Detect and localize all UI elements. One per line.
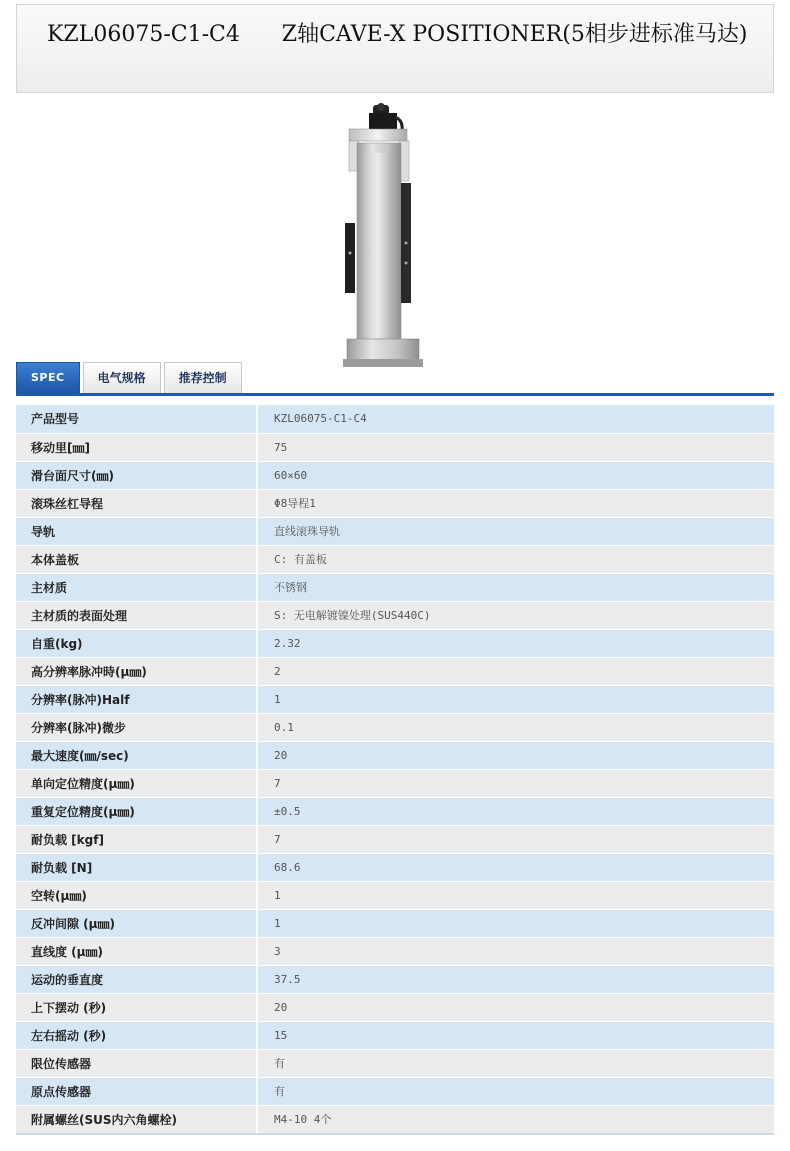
spec-value: 7 xyxy=(257,825,774,853)
tab-electrical-spec[interactable]: 电气规格 xyxy=(83,362,161,394)
spec-value: 37.5 xyxy=(257,965,774,993)
spec-label: 限位传感器 xyxy=(16,1049,257,1077)
spec-value: 68.6 xyxy=(257,853,774,881)
table-row xyxy=(16,1049,774,1077)
spec-label: 导轨 xyxy=(16,517,257,545)
table-row xyxy=(16,461,774,489)
spec-value: 0.1 xyxy=(257,713,774,741)
spec-label: 直线度 (μ㎜) xyxy=(16,937,257,965)
spec-tabs xyxy=(16,362,245,394)
spec-value: C: 有盖板 xyxy=(257,545,774,573)
spec-label: 自重(kg) xyxy=(16,629,257,657)
table-row xyxy=(16,1077,774,1105)
spec-label: 空转(μ㎜) xyxy=(16,881,257,909)
table-row xyxy=(16,965,774,993)
spec-value: 2.32 xyxy=(257,629,774,657)
table-row xyxy=(16,1021,774,1049)
spec-label: 产品型号 xyxy=(16,405,257,433)
table-row xyxy=(16,853,774,881)
spec-value: M4-10 4个 xyxy=(257,1105,774,1133)
tab-recommended-control[interactable]: 推荐控制 xyxy=(164,362,242,394)
table-row xyxy=(16,405,774,433)
table-row xyxy=(16,909,774,937)
table-row xyxy=(16,713,774,741)
spec-label: 滑台面尺寸(㎜) xyxy=(16,461,257,489)
page-title: KZL06075-C1-C4 Z轴CAVE-X POSITIONER(5相步进标准马达) xyxy=(47,22,748,47)
spec-label: 重复定位精度(μ㎜) xyxy=(16,797,257,825)
spec-value: 1 xyxy=(257,909,774,937)
spec-value: ±0.5 xyxy=(257,797,774,825)
spec-label: 运动的垂直度 xyxy=(16,965,257,993)
spec-value: 有 xyxy=(257,1049,774,1077)
spec-value: KZL06075-C1-C4 xyxy=(257,405,774,433)
spec-label: 分辨率(脉冲)微步 xyxy=(16,713,257,741)
spec-value: 20 xyxy=(257,993,774,1021)
spec-label: 耐负载 [N] xyxy=(16,853,257,881)
spec-value: S: 无电解镀镍处理(SUS440C) xyxy=(257,601,774,629)
table-bottom-border xyxy=(16,1133,774,1135)
spec-label: 滚珠丝杠导程 xyxy=(16,489,257,517)
spec-label: 主材质的表面处理 xyxy=(16,601,257,629)
spec-value: 60×60 xyxy=(257,461,774,489)
table-row xyxy=(16,741,774,769)
table-row xyxy=(16,657,774,685)
spec-value: 有 xyxy=(257,1077,774,1105)
spec-value: 15 xyxy=(257,1021,774,1049)
spec-label: 主材质 xyxy=(16,573,257,601)
spec-label: 单向定位精度(μ㎜) xyxy=(16,769,257,797)
spec-value: 3 xyxy=(257,937,774,965)
table-row xyxy=(16,601,774,629)
spec-label: 原点传感器 xyxy=(16,1077,257,1105)
table-row xyxy=(16,545,774,573)
table-row xyxy=(16,573,774,601)
spec-value: 75 xyxy=(257,433,774,461)
table-row xyxy=(16,685,774,713)
table-row xyxy=(16,881,774,909)
table-row xyxy=(16,489,774,517)
product-image xyxy=(335,103,435,371)
table-row xyxy=(16,797,774,825)
spec-label: 本体盖板 xyxy=(16,545,257,573)
spec-label: 最大速度(㎜/sec) xyxy=(16,741,257,769)
spec-label: 高分辨率脉冲時(μ㎜) xyxy=(16,657,257,685)
spec-value: 直线滚珠导轨 xyxy=(257,517,774,545)
table-row xyxy=(16,769,774,797)
spec-value: 2 xyxy=(257,657,774,685)
spec-value: 不锈钢 xyxy=(257,573,774,601)
spec-value: 1 xyxy=(257,881,774,909)
spec-label: 反冲间隙 (μ㎜) xyxy=(16,909,257,937)
spec-value: 7 xyxy=(257,769,774,797)
spec-label: 左右摇动 (秒) xyxy=(16,1021,257,1049)
table-row xyxy=(16,517,774,545)
table-row xyxy=(16,629,774,657)
tab-spec[interactable]: SPEC xyxy=(16,362,80,394)
table-row xyxy=(16,1105,774,1133)
spec-value: 1 xyxy=(257,685,774,713)
spec-label: 附属螺丝(SUS内六角螺栓) xyxy=(16,1105,257,1133)
table-row xyxy=(16,993,774,1021)
table-row xyxy=(16,433,774,461)
table-row xyxy=(16,825,774,853)
table-row xyxy=(16,937,774,965)
spec-value: 20 xyxy=(257,741,774,769)
spec-label: 耐负载 [kgf] xyxy=(16,825,257,853)
title-box xyxy=(16,4,774,93)
tab-underline xyxy=(16,393,774,396)
spec-label: 上下摆动 (秒) xyxy=(16,993,257,1021)
spec-label: 分辨率(脉冲)Half xyxy=(16,685,257,713)
spec-table xyxy=(16,405,774,1134)
spec-label: 移动里[㎜] xyxy=(16,433,257,461)
spec-value: Φ8导程1 xyxy=(257,489,774,517)
